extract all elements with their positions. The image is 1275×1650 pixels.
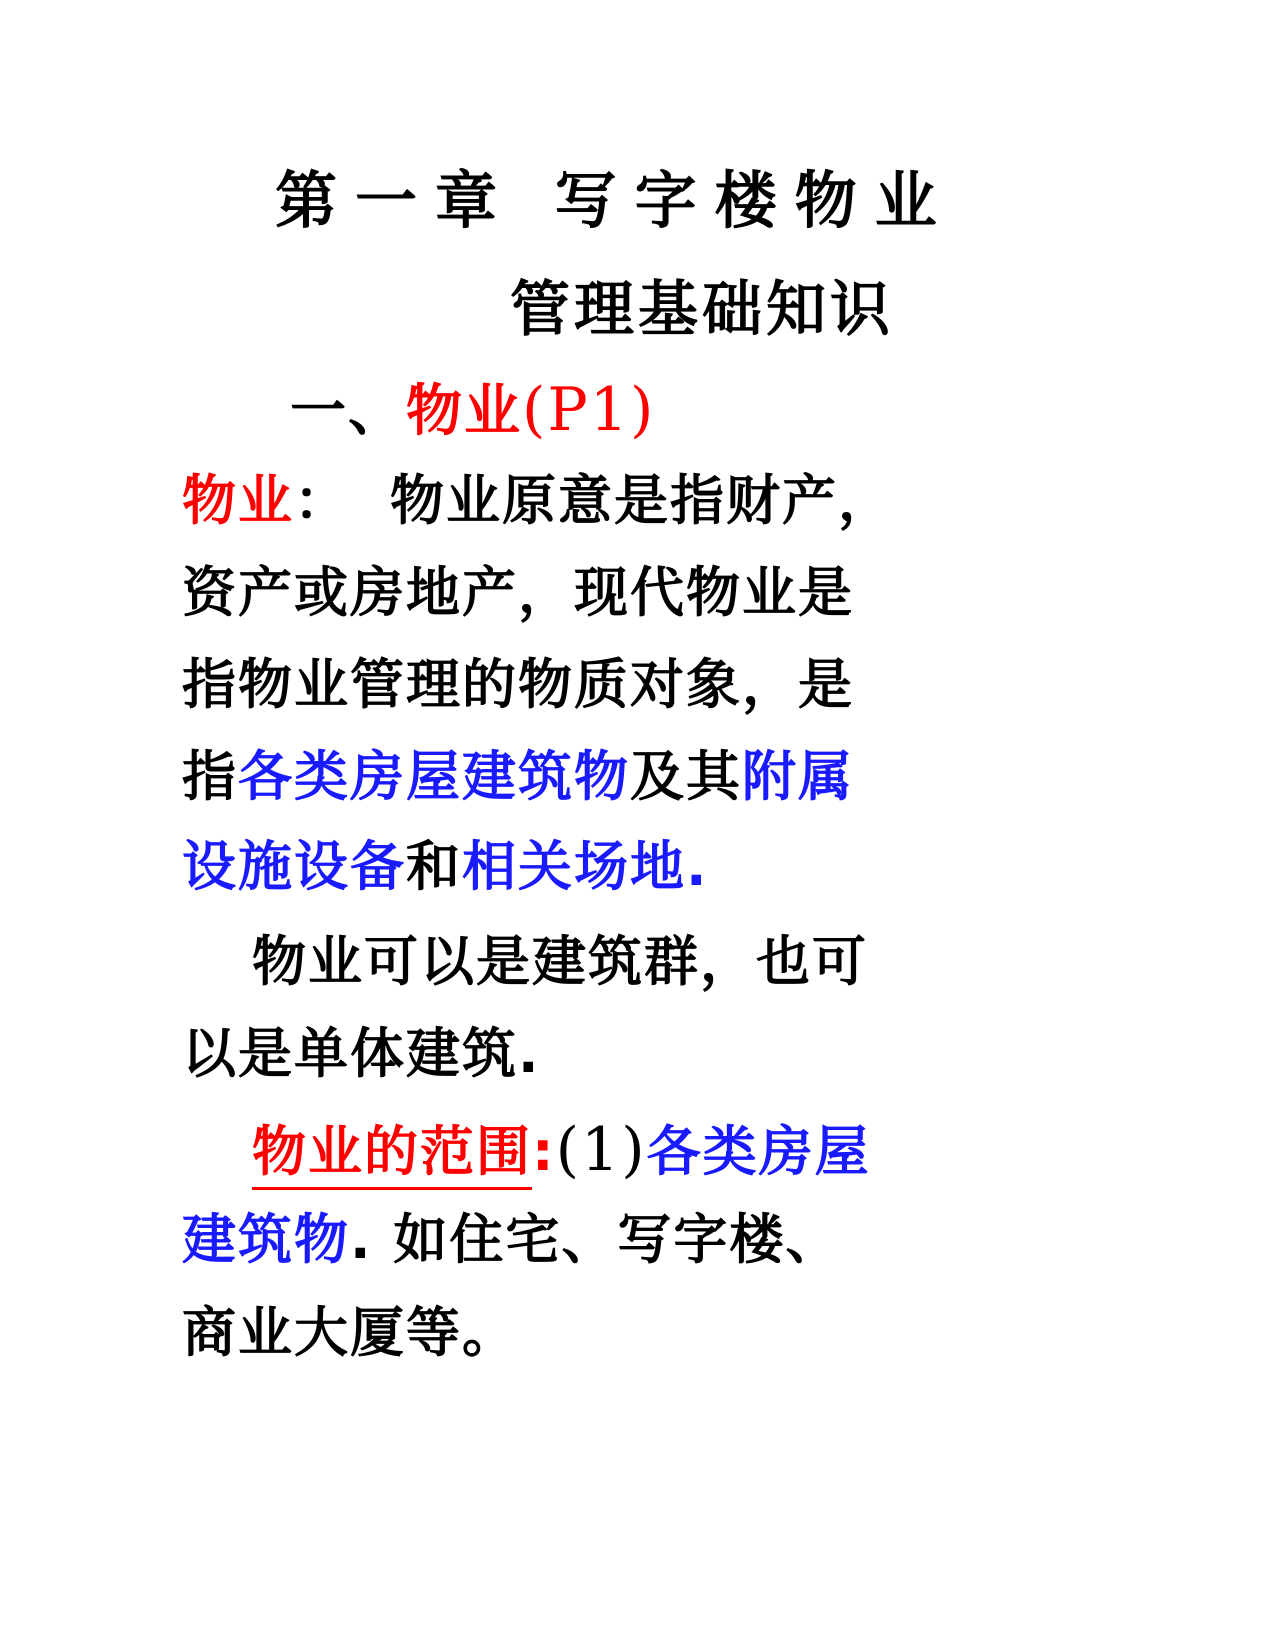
section-page-ref: (P1) — [522, 375, 656, 445]
scope-line-3: 商业大厦等。 — [182, 1301, 518, 1364]
definition-line5-mid: 和 — [406, 835, 462, 898]
scope-item-highlight-b: 建筑物 — [182, 1208, 350, 1271]
definition-text-1: 物业原意是指财产， — [390, 469, 894, 532]
definition-line-2: 资产或房地产，现代物业是 — [182, 561, 854, 624]
definition-line-5 — [182, 835, 709, 898]
definition-line-3: 指物业管理的物质对象，是 — [182, 653, 854, 716]
highlight-attached: 附属 — [742, 745, 854, 808]
chapter-title-line2: 管理基础知识 — [510, 275, 894, 345]
section-heading-term: 物业 — [406, 379, 522, 444]
note-line-1: 物业可以是建筑群，也可 — [252, 930, 868, 993]
highlight-buildings: 各类房屋建筑物 — [238, 745, 630, 808]
note-line-2: 以是单体建筑. — [182, 1022, 541, 1085]
definition-line4-mid: 及其 — [630, 745, 742, 808]
scope-item-number: (1) — [555, 1115, 647, 1185]
definition-line-4 — [182, 745, 854, 808]
highlight-sites: 相关场地 — [462, 835, 686, 898]
definition-line4-prefix: 指 — [182, 745, 238, 808]
scope-item-rest: . 如住宅、写字楼、 — [350, 1208, 842, 1271]
definition-line5-end: . — [686, 835, 709, 898]
scope-item-highlight-a: 各类房屋 — [646, 1120, 871, 1183]
section-number: 一、 — [290, 379, 406, 444]
scope-line-2 — [182, 1208, 842, 1271]
highlight-facilities: 设施设备 — [182, 835, 406, 898]
chapter-title-line1: 第一章 写字楼物业 — [275, 164, 955, 237]
definition-line-1 — [182, 469, 894, 532]
scope-label: 物业的范围 — [252, 1120, 532, 1190]
definition-colon: ： — [294, 469, 350, 532]
section-heading — [290, 375, 656, 445]
scope-line-1 — [252, 1115, 871, 1185]
definition-term: 物业 — [182, 469, 294, 532]
scope-colon: : — [532, 1120, 556, 1183]
